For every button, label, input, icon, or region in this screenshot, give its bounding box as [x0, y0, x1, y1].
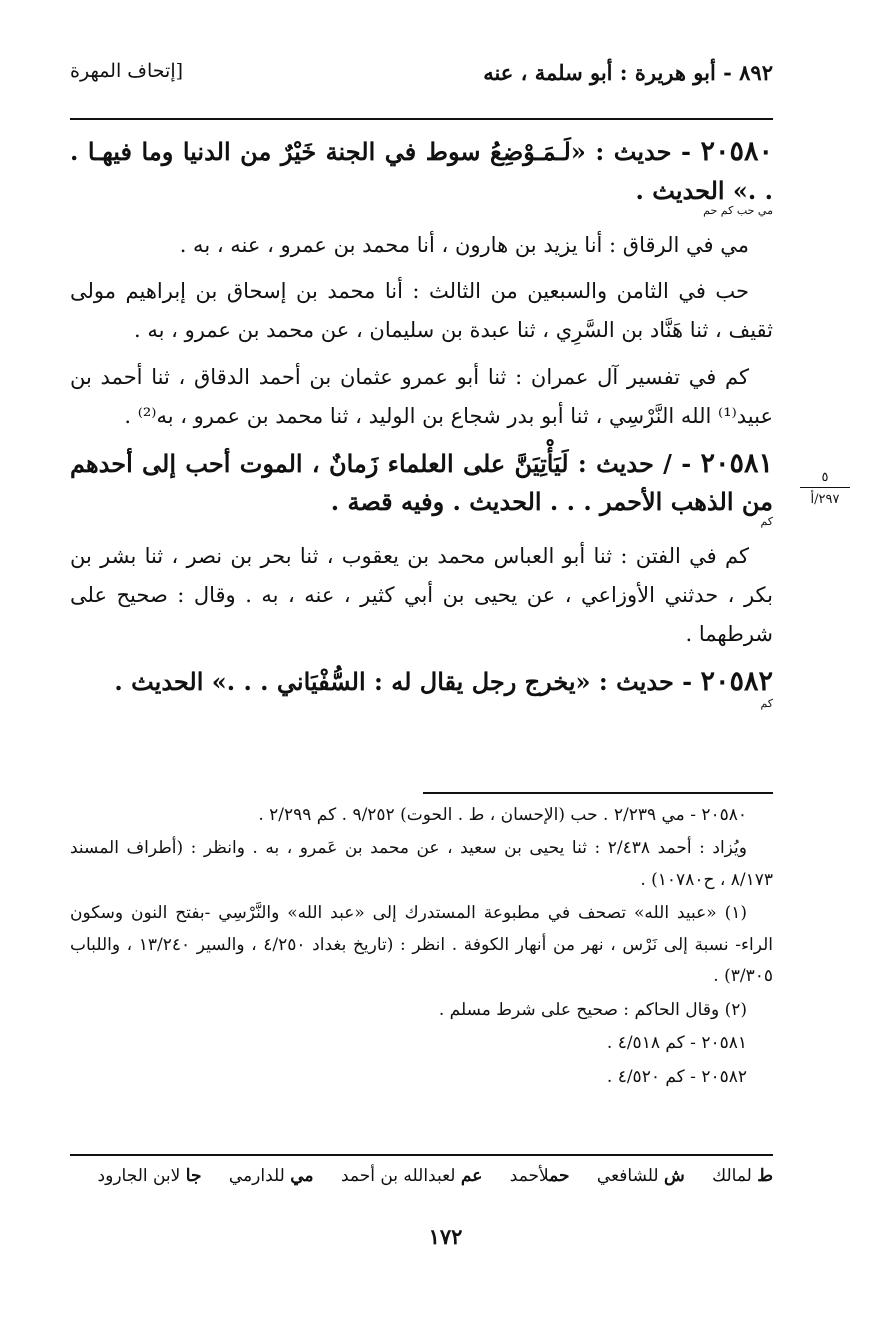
chain-paragraph: حب في الثامن والسبعين من الثالث : أنا محمد بن إسحاق بن إبراهيم مولى ثقيف ، ثنا هَنَّاد بن السَّرِي ، ثنا عبدة بن سليمان ، عن محمد بن عمرو ، به . — [70, 279, 773, 343]
hadith-heading: - / حديث : لَيَأْتِيَنَّ على العلماء زَمانٌ ، الموت أحب إلى أحدهم من الذهب الأحمر . . . الحديث . وفيه قصة . — [70, 448, 773, 517]
book-title: [إتحاف المهرة — [70, 60, 184, 82]
hadith-entry-20582 — [70, 662, 773, 710]
footnote: ويُزاد : أحمد ٢/٤٣٨ : ثنا يحيى بن سعيد ، عن محمد بن عَمرو ، به . وانظر : (أطراف المسند ٨/١٧٣ ، ح١٠٧٨٠) . — [70, 838, 773, 890]
footnotes — [70, 800, 773, 1095]
abbreviation-item: ط لمالك — [712, 1166, 773, 1186]
footnote: ٢٠٥٨١ - كم ٤/٥١٨ . — [606, 1033, 747, 1054]
footnote: ٢٠٥٨٠ - مي ٢/٢٣٩ . حب (الإحسان ، ط . الحوت) ٩/٢٥٢ . كم ٢/٢٩٩ . — [258, 805, 747, 825]
abbreviations-key — [70, 1166, 773, 1186]
footnote: (٢) وقال الحاكم : صحيح على شرط مسلم . — [438, 999, 747, 1020]
abbreviation-item: ش للشافعي — [596, 1166, 685, 1186]
abbreviation-item: عم لعبدالله بن أحمد — [340, 1166, 483, 1186]
hadith-entry-20580 — [70, 132, 773, 216]
header-rule — [70, 118, 773, 120]
hadith-number: ٢٠٥٨٠ — [700, 136, 774, 167]
footnote: (١) «عبيد الله» تصحف في مطبوعة المستدرك إلى «عبد الله» والنَّرْسِي -بفتح النون وسكون الراء- نسبة إلى نَرْس ، نهر من أنهار الكوفة . انظر : (تاريخ بغداد ٤/٢٥٠ ، والسير ١٣/٢٤٠ ، واللباب ٣/٣٠٥) . — [70, 903, 773, 987]
margin-line-number: ٥ — [800, 470, 850, 488]
abbreviation-item: حملأحمد — [509, 1166, 570, 1186]
main-text — [70, 132, 773, 719]
hadith-sigla: مي حب كم حم — [703, 203, 773, 217]
abbreviations-rule — [70, 1154, 773, 1156]
running-title: ٨٩٢ - أبو هريرة : أبو سلمة ، عنه — [483, 60, 773, 85]
chain-paragraph: كم في تفسير آل عمران : ثنا أبو عمرو عثمان بن أحمد الدقاق ، ثنا أحمد بن عبيد⁽¹⁾ الله النَّرْسِي ، ثنا أبو بدر شجاع بن الوليد ، ثنا محمد بن عمرو ، به⁽²⁾ . — [70, 365, 773, 428]
hadith-entry-20581 — [70, 444, 773, 528]
page-number: ١٧٢ — [428, 1224, 463, 1249]
chain-paragraph: كم في الفتن : ثنا أبو العباس محمد بن يعقوب ، ثنا بحر بن نصر ، ثنا بشر بن بكر ، حدثني الأوزاعي ، عن يحيى بن أبي كثير ، عنه ، به . وقال : صحيح على شرطهما . — [70, 544, 773, 646]
chain-paragraph: مي في الرقاق : أنا يزيد بن هارون ، أنا محمد بن عمرو ، عنه ، به . — [179, 232, 749, 257]
page-header — [70, 60, 773, 94]
abbreviation-item: جا لابن الجارود — [97, 1166, 202, 1186]
hadith-heading: - حديث : «يخرج رجل يقال له : السُّفْيَاني . . .» الحديث . — [114, 666, 693, 696]
hadith-sigla: كم — [760, 697, 773, 711]
footnote-rule — [423, 792, 773, 794]
margin-folio-ref: ٢٩٧/أ — [810, 492, 840, 507]
hadith-heading: - حديث : «لَـمَـوْضِعُ سوط في الجنة خَيْرٌ من الدنيا وما فيهـا . . .» الحديث . — [70, 137, 773, 205]
footnote: ٢٠٥٨٢ - كم ٤/٥٢٠ . — [606, 1066, 747, 1087]
hadith-number: ٢٠٥٨٢ — [700, 665, 773, 697]
hadith-number: ٢٠٥٨١ — [700, 447, 773, 479]
abbreviation-item: مي للدارمي — [228, 1166, 314, 1186]
hadith-sigla: كم — [760, 515, 773, 529]
margin-note — [800, 470, 850, 507]
